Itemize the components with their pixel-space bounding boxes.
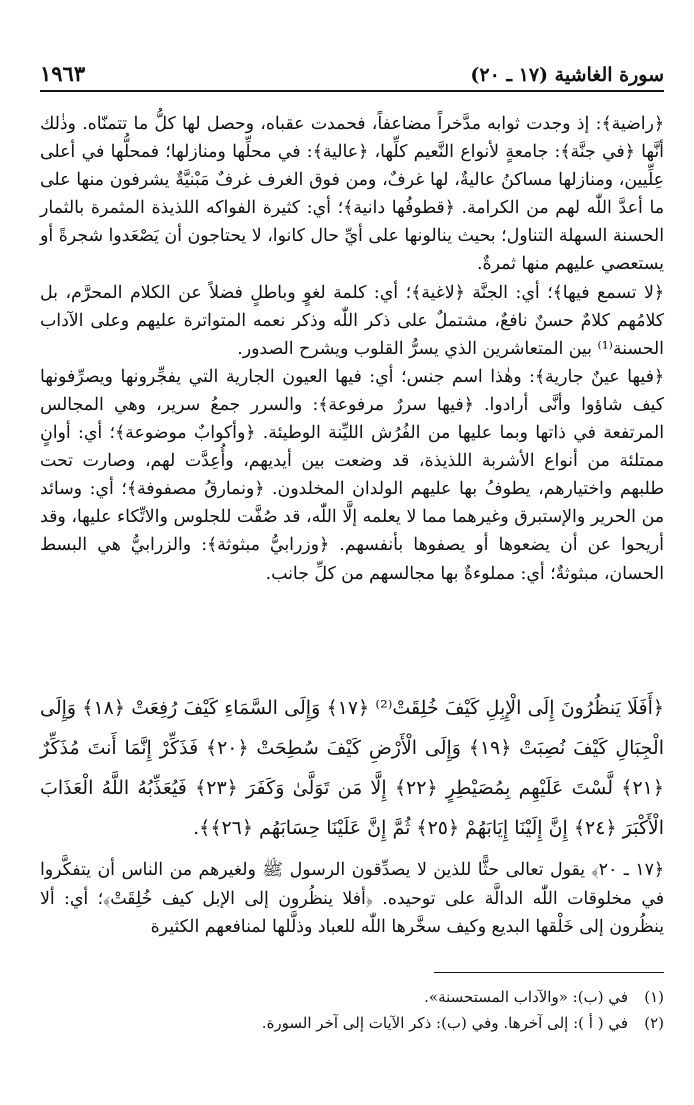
surah-title: سورة الغاشية (١٧ ـ ٢٠) (470, 64, 664, 86)
footnote-text: في (ب): «والآداب المستحسنة». (424, 988, 628, 1006)
footnote-text: في ( أ ): إلى آخرها. وفي (ب): ذكر الآيات إلى آخر السورة. (261, 1014, 628, 1032)
footnote-number: (٢) (644, 1014, 664, 1032)
footnote-divider (434, 972, 664, 973)
paragraph: ﴿فيها عينٌ جارية﴾: وهٰذا اسم جنس؛ أي: فيها العيون الجارية التي يفجِّرونها ويصرِّفونها كيف شاؤوا وأنَّى أرادوا. ﴿فيها سررٌ مرفوعة﴾: والسرر جمعُ سرير، وهي المجالس المرتفعة في ذاتها وبما عليها من الفُرُش الليِّنة الوطيئة. ﴿وأكوابٌ موضوعة﴾؛ أي: أوانٍ ممتلئة من أنواع الأشربة اللذيذة، قد وضعت بين أيديهم، وأُعِدَّت لهم، وصارت تحت طلبهم واختيارهم، يطوفُ بها عليهم الولدان المخلدون. ﴿ونمارقُ مصفوفة﴾؛ أي: وسائد من الحرير والإستبرق وغيرهما مما لا يعلمه إلَّا اللّٰه، قد صُفَّت للجلوس والاتِّكاء عليها، وقد أريحوا عن أن يضعوها أو يصفوها بأنفسهم. ﴿وزرابيُّ مبثوثة﴾: والزرابيُّ هي البسط الحسان، مبثوثةٌ؛ أي: مملوءةٌ بها مجالسهم من كلِّ جانب. (40, 366, 664, 584)
tafsir-text (40, 110, 664, 588)
paragraph: ﴿لا تسمع فيها﴾؛ أي: الجنَّة ﴿لاغية﴾؛ أي: كلمة لغوٍ وباطلٍ فضلاً عن الكلام المحرَّم، بل كلامُهم كلامٌ حسنٌ نافعٌ، مشتملٌ على ذكر اللّٰه وذكر نعمه المتواترة عليهم وعلى الآداب الحسنة⁽¹⁾ بين المتعاشرين الذي يسرُّ القلوب ويشرح الصدور. (40, 282, 664, 359)
quran-verses (40, 688, 664, 848)
footnote (40, 984, 664, 1010)
commentary-text (40, 856, 664, 942)
paragraph: ﴿١٧ ـ ٢٠﴾ يقول تعالى حثًّا للذين لا يصدِّقون الرسول ﷺ ولغيرهم من الناس أن يتفكَّروا في مخلوقات اللّٰه الدالَّة على توحيده. ﴿أفلا ينظُرون إلى الإبل كيف خُلِقَتْ﴾؛ أي: ألا ينظُرون إلى خَلْقها البديع وكيف سخَّرها اللّٰه للعباد وذلَّلها لمنافعهم الكثيرة (40, 860, 664, 937)
footnote (40, 1010, 664, 1036)
paragraph: ﴿راضية﴾: إذ وجدت ثوابه مدَّخراً مضاعفاً، فحمدت عقباه، وحصل لها كلُّ ما تتمنّاه. وذٰلك أنَّها ﴿في جنَّة﴾: جامعةٍ لأنواع النَّعيم كلِّها، ﴿عالية﴾: في محلِّها ومنازلها؛ فمحلُّها في أعلى عِلِّيين، ومنازلها مساكنُ عاليةٌ، لها غرفٌ، ومن فوق الغرف غرفٌ مَبْنيَّةٌ يشرفون منها على ما أعدَّ اللّٰه لهم من الكرامة. ﴿قطوفُها دانية﴾؛ أي: كثيرة الفواكه اللذيذة المثمرة بالثمار الحسنة السهلة التناول؛ بحيث ينالونها على أيِّ حال كانوا، لا يحتاجون أن يَصْعَدوا شجرةً أو يستعصي عليهم منها ثمرةٌ. (40, 114, 664, 275)
page-number: ١٩٦٣ (40, 61, 86, 86)
page-header (40, 56, 664, 92)
verse-block: ﴿أَفَلَا يَنظُرُونَ إِلَى الْإِبِلِ كَيْفَ خُلِقَتْ⁽²⁾ ﴿١٧﴾ وَإِلَى السَّمَاءِ كَيْفَ رُفِعَتْ ﴿١٨﴾ وَإِلَى الْجِبَالِ كَيْفَ نُصِبَتْ ﴿١٩﴾ وَإِلَى الْأَرْضِ كَيْفَ سُطِحَتْ ﴿٢٠﴾ فَذَكِّرْ إِنَّمَا أَنتَ مُذَكِّرٌ ﴿٢١﴾ لَّسْتَ عَلَيْهِم بِمُصَيْطِرٍ ﴿٢٢﴾ إِلَّا مَن تَوَلَّىٰ وَكَفَرَ ﴿٢٣﴾ فَيُعَذِّبُهُ اللَّهُ الْعَذَابَ الْأَكْبَرَ ﴿٢٤﴾ إِنَّ إِلَيْنَا إِيَابَهُمْ ﴿٢٥﴾ ثُمَّ إِنَّ عَلَيْنَا حِسَابَهُم ﴿٢٦﴾﴾. (40, 697, 664, 839)
footnotes (40, 984, 664, 1036)
footnote-number: (١) (644, 988, 664, 1006)
